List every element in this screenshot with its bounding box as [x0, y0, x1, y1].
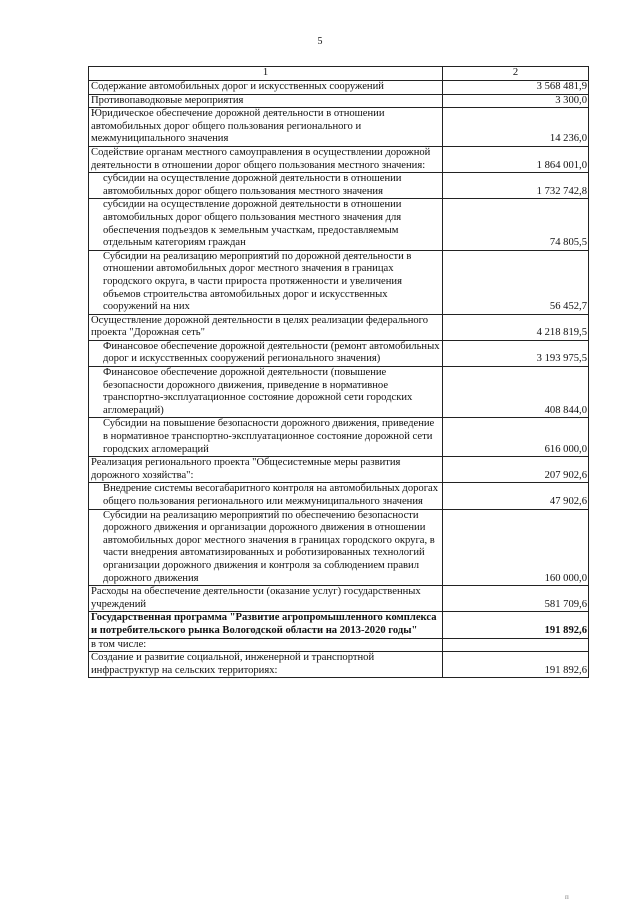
row-amount: 3 568 481,9	[443, 81, 589, 95]
header-col-1: 1	[89, 67, 443, 81]
row-name: Финансовое обеспечение дорожной деятельности (ремонт автомобильных дорог и искусственных сооружений регионального значения)	[89, 340, 443, 366]
table-row	[89, 483, 589, 509]
row-name: Противопаводковые мероприятия	[89, 94, 443, 108]
row-amount: 47 902,6	[443, 483, 589, 509]
table-row	[89, 146, 589, 172]
row-name: Внедрение системы весогабаритного контроля на автомобильных дорогах общего пользования регионального или межмуниципального значения	[89, 483, 443, 509]
table-row	[89, 367, 589, 418]
table-row	[89, 457, 589, 483]
row-name: Финансовое обеспечение дорожной деятельности (повышение безопасности дорожного движения, приведение в нормативное транспортно-эксплуатационное состояние дорожной сети городских агломераций)	[89, 367, 443, 418]
header-col-2: 2	[443, 67, 589, 81]
table-row	[89, 250, 589, 314]
table-row	[89, 586, 589, 612]
row-name: Содействие органам местного самоуправления в осуществлении дорожной деятельности в отношении дорог общего пользования местного значения:	[89, 146, 443, 172]
table-row	[89, 340, 589, 366]
table-row-program	[89, 612, 589, 638]
row-name: Реализация регионального проекта "Общесистемные меры развития дорожного хозяйства":	[89, 457, 443, 483]
row-name: Государственная программа "Развитие агропромышленного комплекса и потребительского рынка Вологодской области на 2013-2020 годы"	[89, 612, 443, 638]
row-amount: 3 300,0	[443, 94, 589, 108]
budget-table	[88, 66, 589, 678]
row-amount: 3 193 975,5	[443, 340, 589, 366]
row-name: Субсидии на повышение безопасности дорожного движения, приведение в нормативное транспортно-эксплуатационное состояние дорожной сети городских агломераций	[89, 418, 443, 457]
row-amount: 191 892,6	[443, 612, 589, 638]
table-row	[89, 108, 589, 147]
table-row	[89, 638, 589, 652]
table-row	[89, 173, 589, 199]
row-name: Расходы на обеспечение деятельности (оказание услуг) государственных учреждений	[89, 586, 443, 612]
table-row	[89, 418, 589, 457]
footer-mark: п	[565, 893, 569, 901]
table-header-row	[89, 67, 589, 81]
row-name: субсидии на осуществление дорожной деятельности в отношении автомобильных дорог общего пользования местного значения для обеспечения подъездов к земельным участкам, предоставляемым отдельным категориям граждан	[89, 199, 443, 250]
table-row	[89, 81, 589, 95]
table-row	[89, 652, 589, 678]
row-name: Субсидии на реализацию мероприятий по обеспечению безопасности дорожного движения и организации дорожного движения в отношении автомобильных дорог местного значения в границах городского округа, в части внедрения автоматизированных и роботизированных технологий организации дорожного движения и контроля за соблюдением правил дорожного движения	[89, 509, 443, 586]
row-amount: 56 452,7	[443, 250, 589, 314]
row-amount: 14 236,0	[443, 108, 589, 147]
table-row	[89, 199, 589, 250]
row-amount: 1 864 001,0	[443, 146, 589, 172]
row-amount: 207 902,6	[443, 457, 589, 483]
row-name: в том числе:	[89, 638, 443, 652]
row-amount: 408 844,0	[443, 367, 589, 418]
row-amount: 616 000,0	[443, 418, 589, 457]
row-name: субсидии на осуществление дорожной деятельности в отношении автомобильных дорог общего пользования местного значения	[89, 173, 443, 199]
row-amount: 74 805,5	[443, 199, 589, 250]
row-amount	[443, 638, 589, 652]
row-name: Субсидии на реализацию мероприятий по дорожной деятельности в отношении автомобильных дорог местного значения в границах городского округа, в части прироста протяженности и увеличения объемов строительства автомобильных дорог и искусственных сооружений на них	[89, 250, 443, 314]
row-name: Осуществление дорожной деятельности в целях реализации федерального проекта "Дорожная сеть"	[89, 314, 443, 340]
row-amount: 1 732 742,8	[443, 173, 589, 199]
table-row	[89, 509, 589, 586]
row-name: Юридическое обеспечение дорожной деятельности в отношении автомобильных дорог общего пользования регионального и межмуниципального значения	[89, 108, 443, 147]
table-row	[89, 314, 589, 340]
row-amount: 581 709,6	[443, 586, 589, 612]
row-name: Создание и развитие социальной, инженерной и транспортной инфраструктур на сельских территориях:	[89, 652, 443, 678]
table-row	[89, 94, 589, 108]
row-amount: 4 218 819,5	[443, 314, 589, 340]
row-amount: 191 892,6	[443, 652, 589, 678]
row-name: Содержание автомобильных дорог и искусственных сооружений	[89, 81, 443, 95]
row-amount: 160 000,0	[443, 509, 589, 586]
page-number: 5	[317, 36, 323, 47]
